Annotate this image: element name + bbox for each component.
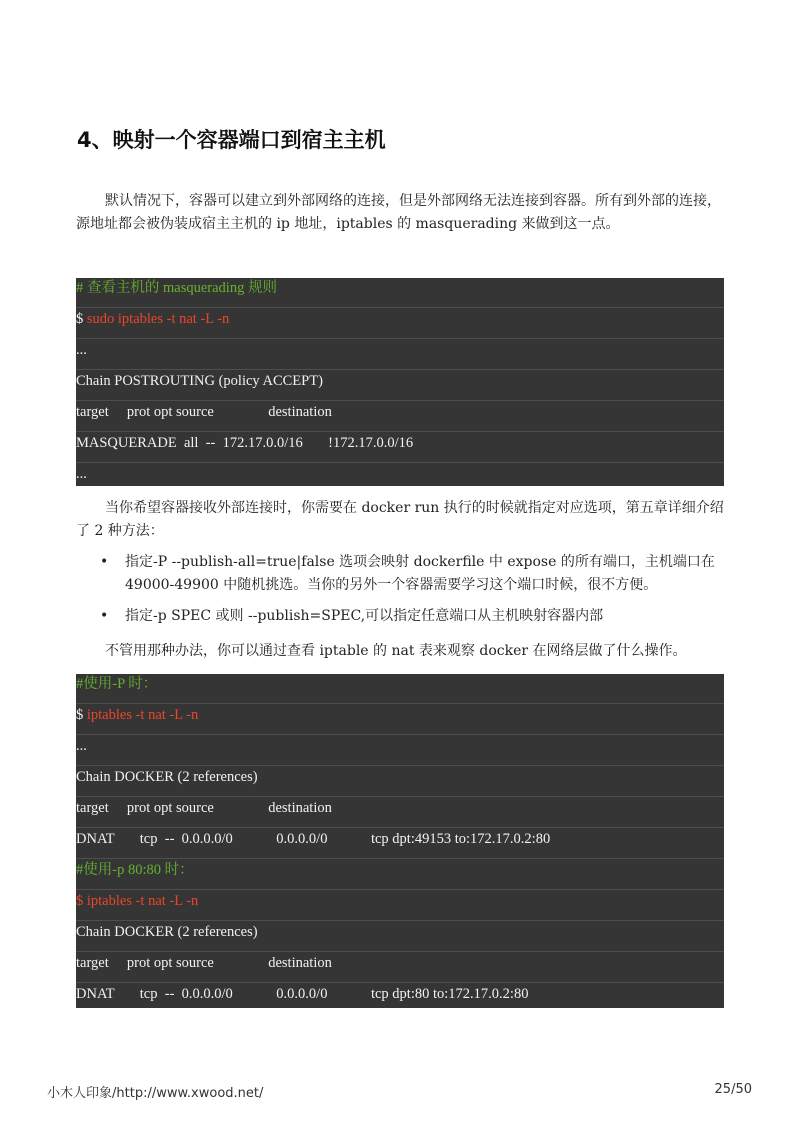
ports-paragraph: 当你希望容器接收外部连接时，你需要在 docker run 执行的时候就指定对应选项，第五章详细介绍了 2 种方法： bbox=[76, 500, 724, 539]
list-item-text: 指定-p SPEC 或则 --publish=SPEC,可以指定任意端口从主机映射容器内部 bbox=[125, 608, 604, 624]
code-header-line: target prot opt source destination bbox=[76, 402, 724, 432]
code-header-line: target prot opt source destination bbox=[76, 798, 724, 828]
code-command: sudo iptables -t nat -L -n bbox=[86, 311, 230, 327]
code-rule-line: DNAT tcp -- 0.0.0.0/0 0.0.0.0/0 tcp dpt:80 to:172.17.0.2:80 bbox=[76, 986, 529, 1002]
bullet-icon: • bbox=[100, 554, 109, 570]
observe-paragraph: 不管用那种办法，你可以通过查看 iptable 的 nat 表来观察 docker 在网络层做了什么操作。 bbox=[105, 643, 687, 659]
code-block-docker-chain bbox=[76, 674, 724, 1008]
page-number: 25/50 bbox=[714, 1082, 752, 1097]
code-chain-line: Chain POSTROUTING (policy ACCEPT) bbox=[76, 371, 724, 401]
code-comment: # 查看主机的 masquerading 规则 bbox=[76, 278, 724, 308]
code-comment: #使用-P 时： bbox=[76, 674, 724, 704]
code-rule-line: DNAT tcp -- 0.0.0.0/0 0.0.0.0/0 tcp dpt:49153 to:172.17.0.2:80 bbox=[76, 829, 724, 859]
footer-site-link[interactable]: 小木人印象/http://www.xwood.net/ bbox=[47, 1086, 264, 1101]
options-list bbox=[76, 551, 726, 636]
code-command: $ iptables -t nat -L -n bbox=[76, 891, 724, 921]
code-chain-line: Chain DOCKER (2 references) bbox=[76, 767, 724, 797]
list-item-text: 指定-P --publish-all=true|false 选项会映射 dockerfile 中 expose 的所有端口，主机端口在 49000-49900 中随机挑选。当你的另外一个容器需要学习这个端口时候，很不方便。 bbox=[125, 554, 715, 593]
code-chain-line: Chain DOCKER (2 references) bbox=[76, 922, 724, 952]
list-item bbox=[76, 551, 726, 597]
code-block-masquerading bbox=[76, 278, 724, 486]
code-rule-line: MASQUERADE all -- 172.17.0.0/16 !172.17.0.0/16 bbox=[76, 433, 724, 463]
code-ellipsis: ... bbox=[76, 340, 724, 370]
shell-prompt: $ bbox=[76, 707, 87, 723]
shell-prompt: $ bbox=[76, 311, 87, 327]
code-command-line bbox=[76, 705, 724, 735]
code-ellipsis: ... bbox=[76, 466, 87, 482]
section-heading: 4、映射一个容器端口到宿主主机 bbox=[77, 128, 386, 152]
bullet-icon: • bbox=[100, 608, 109, 624]
intro-paragraph: 默认情况下，容器可以建立到外部网络的连接，但是外部网络无法连接到容器。所有到外部的连接，源地址都会被伪装成宿主主机的 ip 地址，iptables 的 masquerading 来做到这一点。 bbox=[76, 193, 721, 232]
code-comment: #使用-p 80:80 时： bbox=[76, 860, 724, 890]
code-ellipsis: ... bbox=[76, 736, 724, 766]
code-header-line: target prot opt source destination bbox=[76, 953, 724, 983]
code-command-line bbox=[76, 309, 724, 339]
list-item bbox=[76, 605, 726, 628]
code-command: iptables -t nat -L -n bbox=[86, 707, 199, 723]
